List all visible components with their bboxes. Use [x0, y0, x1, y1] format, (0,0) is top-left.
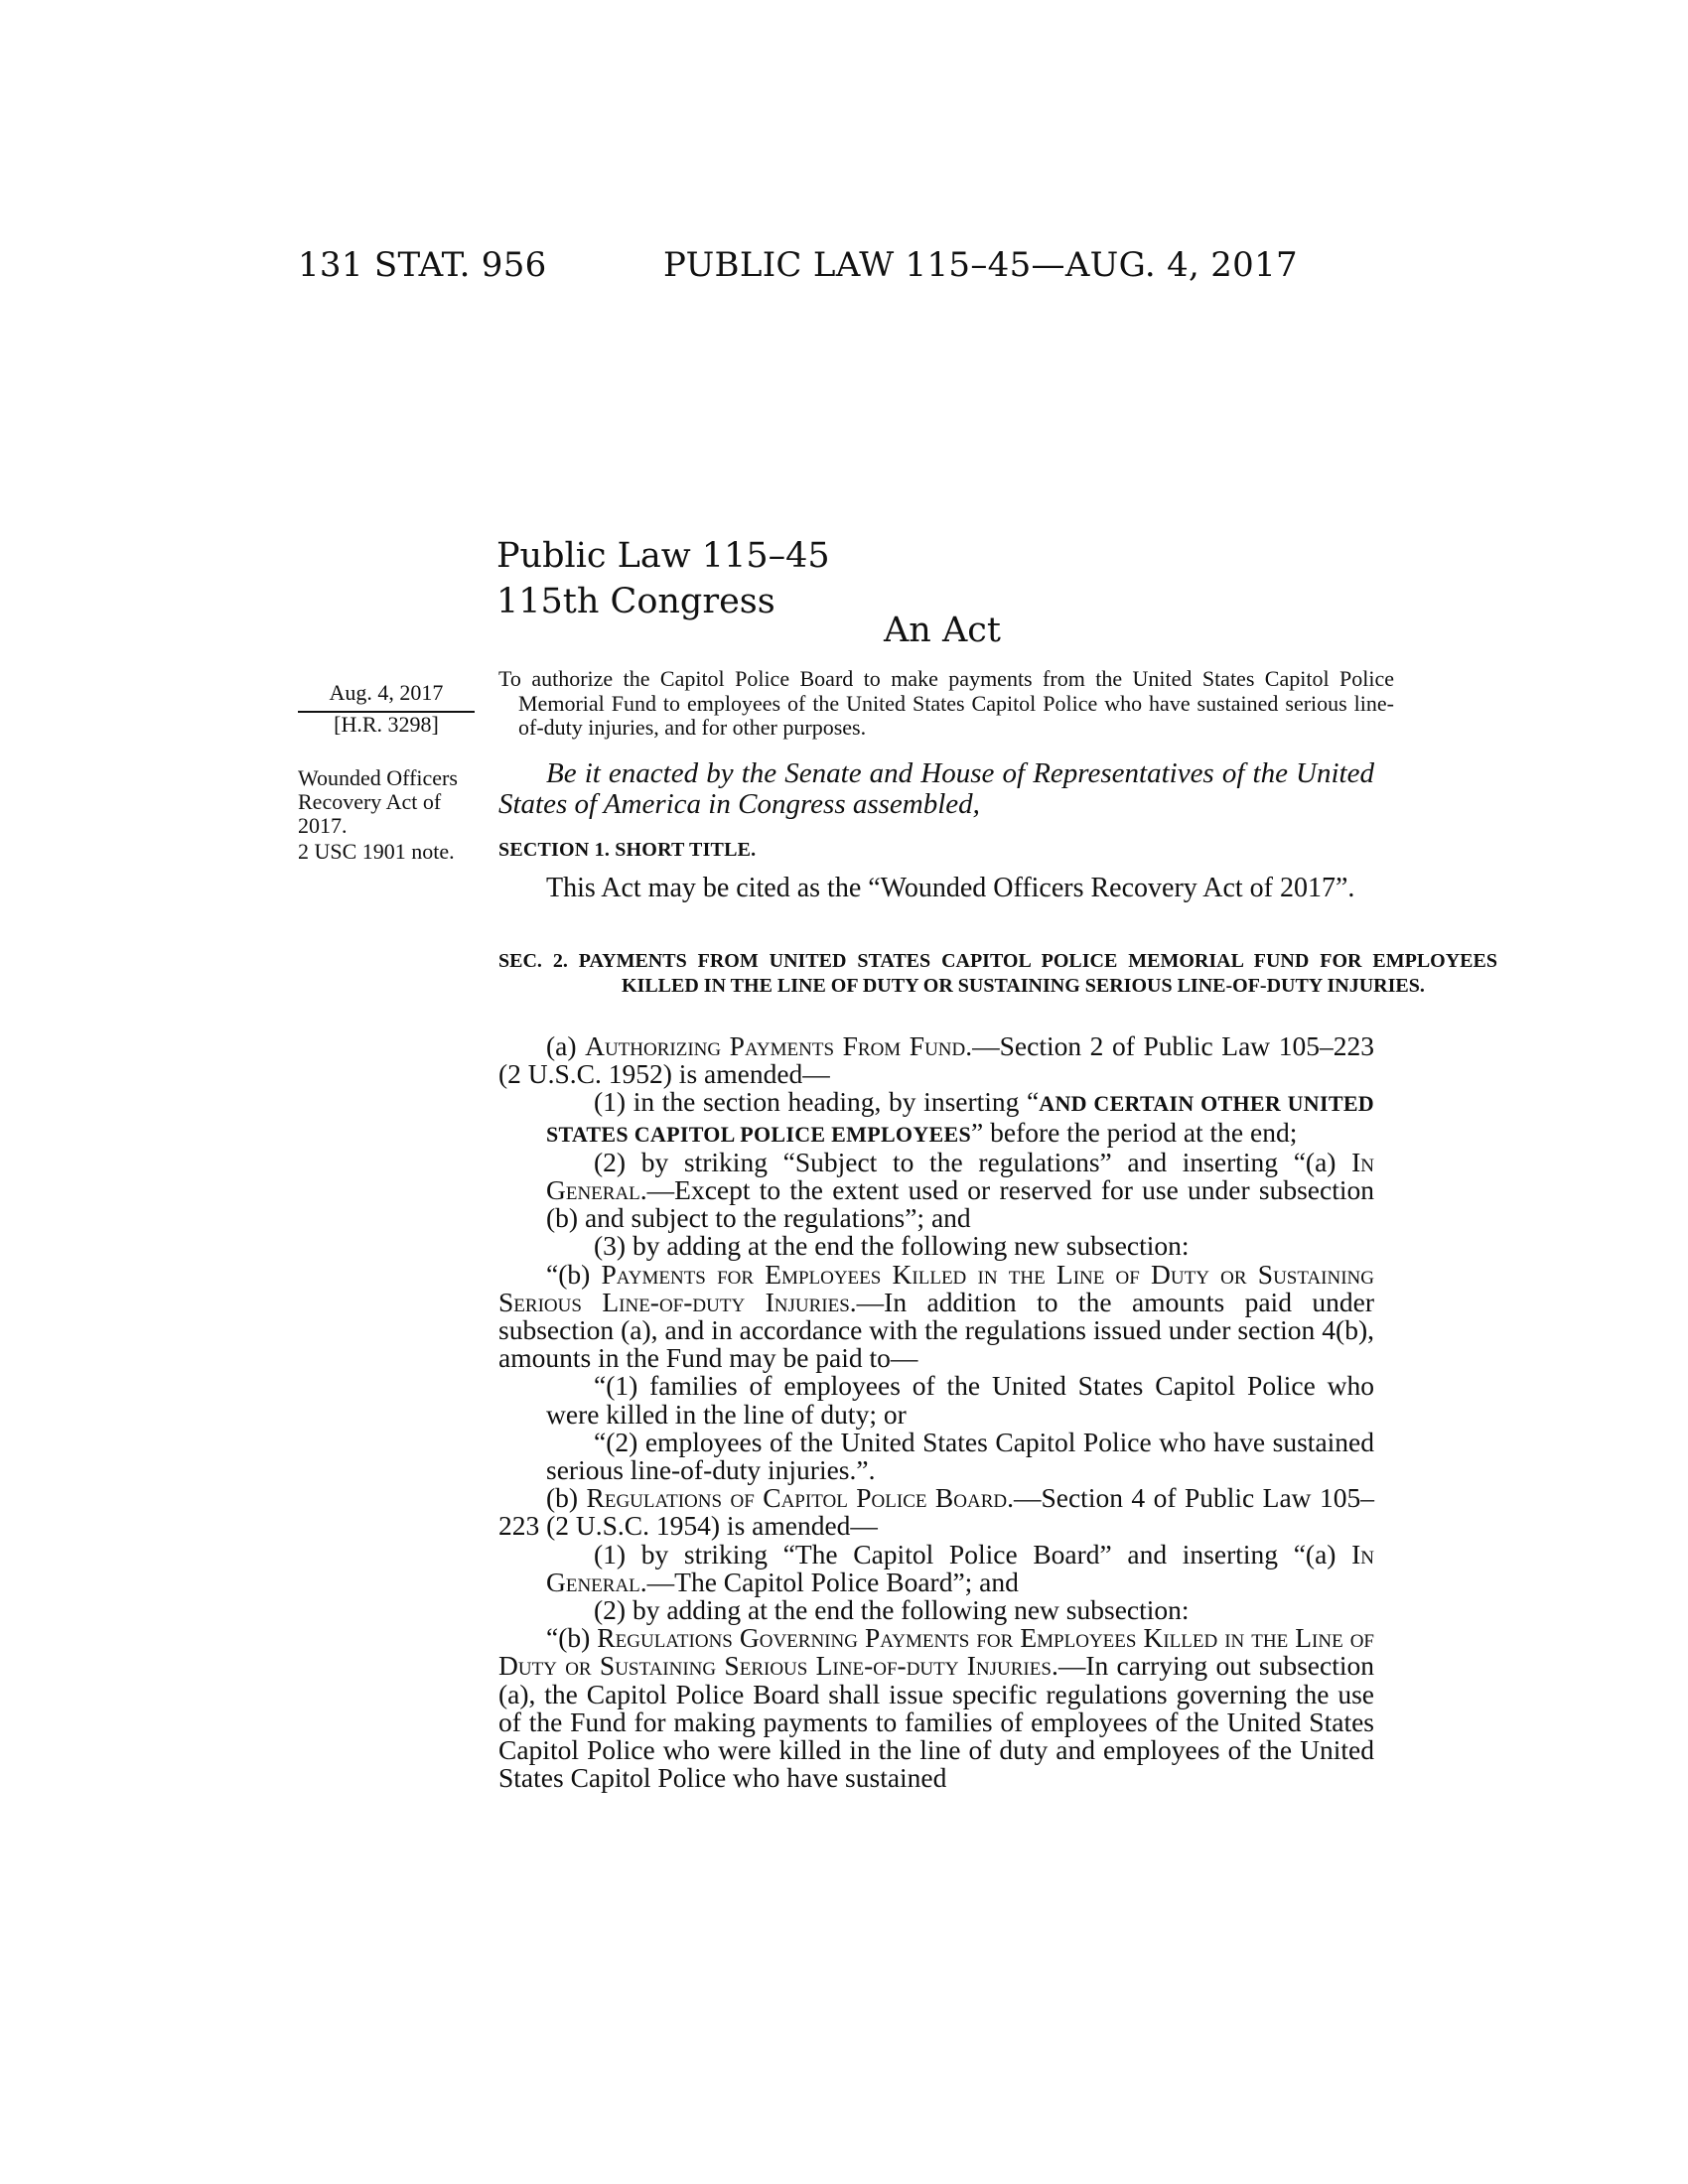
law-title-block — [496, 533, 830, 624]
sidenote-usc: 2 USC 1901 note. — [298, 839, 455, 864]
law-number: Public Law 115–45 — [496, 536, 830, 576]
paragraph-a1: (1) in the section heading, by inserting “AND CERTAIN OTHER UNITED STATES CAPITOL POLICE EMPLOYEES” before the period at the end; — [546, 1086, 1374, 1148]
quoted-regulations-subsection-b: “(b) Regulations Governing Payments for Employees Killed in the Line of Duty or Sustaining Serious Line-of-duty Injuries.—In carrying out subsection (a), the Capitol Police Board shall issue specific regulations governing the use of the Fund for making payments to families of employees of the United States Capitol Police who were killed in the line of duty and employees of the United States Capitol Police who have sustained — [498, 1622, 1374, 1794]
act-purpose: To authorize the Capitol Police Board to make payments from the United States Capitol Police Memorial Fund to employees of the United States Capitol Police who have sustained serious line-of-duty injuries, and for other purposes. — [498, 666, 1394, 740]
section-1-text: This Act may be cited as the “Wounded Officers Recovery Act of 2017”. — [546, 873, 1355, 903]
inserted-heading-text: AND CERTAIN OTHER UNITED STATES CAPITOL POLICE EMPLOYEES — [546, 1091, 1374, 1147]
subsection-a-heading: Authorizing Payments From Fund — [585, 1030, 966, 1061]
act-heading: An Act — [884, 611, 1001, 650]
running-header: PUBLIC LAW 115–45—AUG. 4, 2017 — [663, 245, 1298, 285]
section-1-heading: SECTION 1. SHORT TITLE. — [498, 839, 757, 861]
paragraph-b2: (2) by adding at the end the following new subsection: — [594, 1594, 1190, 1626]
sidenote-short-title: Wounded Officers Recovery Act of 2017. — [298, 765, 458, 838]
subsection-b: (b) Regulations of Capitol Police Board.—Section 4 of Public Law 105–223 (2 U.S.C. 1954) is amended— — [498, 1482, 1374, 1542]
page-citation: 131 STAT. 956 — [298, 245, 547, 285]
section-2-heading: SEC. 2. PAYMENTS FROM UNITED STATES CAPITOL POLICE MEMORIAL FUND FOR EMPLOYEES KILLED IN THE LINE OF DUTY OR SUSTAINING SERIOUS LINE-OF-DUTY INJURIES. — [498, 950, 1497, 997]
congress-number: 115th Congress — [496, 582, 775, 621]
sidenote-date: Aug. 4, 2017 — [298, 681, 475, 713]
quoted-subsection-b: “(b) Payments for Employees Killed in the Line of Duty or Sustaining Serious Line-of-duty Injuries.—In addition to the amounts paid under subsection (a), and in accordance with the regulations issued under section 4(b), amounts in the Fund may be paid to— — [498, 1258, 1375, 1374]
paragraph-a3: (3) by adding at the end the following new subsection: — [594, 1230, 1190, 1262]
quoted-paragraph-2: “(2) employees of the United States Capitol Police who have sustained serious line-of-duty injuries.”. — [546, 1426, 1374, 1486]
paragraph-b1: (1) by striking “The Capitol Police Board” and inserting “(a) In General.—The Capitol Police Board”; and — [546, 1538, 1374, 1597]
paragraph-a2: (2) by striking “Subject to the regulations” and inserting “(a) In General.—Except to the extent used or reserved for use under subsection (b) and subject to the regulations”; and — [546, 1146, 1374, 1234]
enacting-clause: Be it enacted by the Senate and House of Representatives of the United States of America in Congress assembled, — [498, 757, 1374, 820]
section-2-body — [498, 1032, 1374, 1792]
sidenote-bill-number: [H.R. 3298] — [334, 712, 439, 737]
subsection-a: (a) Authorizing Payments From Fund.—Section 2 of Public Law 105–223 (2 U.S.C. 1952) is amended— — [498, 1030, 1374, 1090]
quoted-paragraph-1: “(1) families of employees of the United States Capitol Police who were killed in the line of duty; or — [546, 1370, 1374, 1430]
